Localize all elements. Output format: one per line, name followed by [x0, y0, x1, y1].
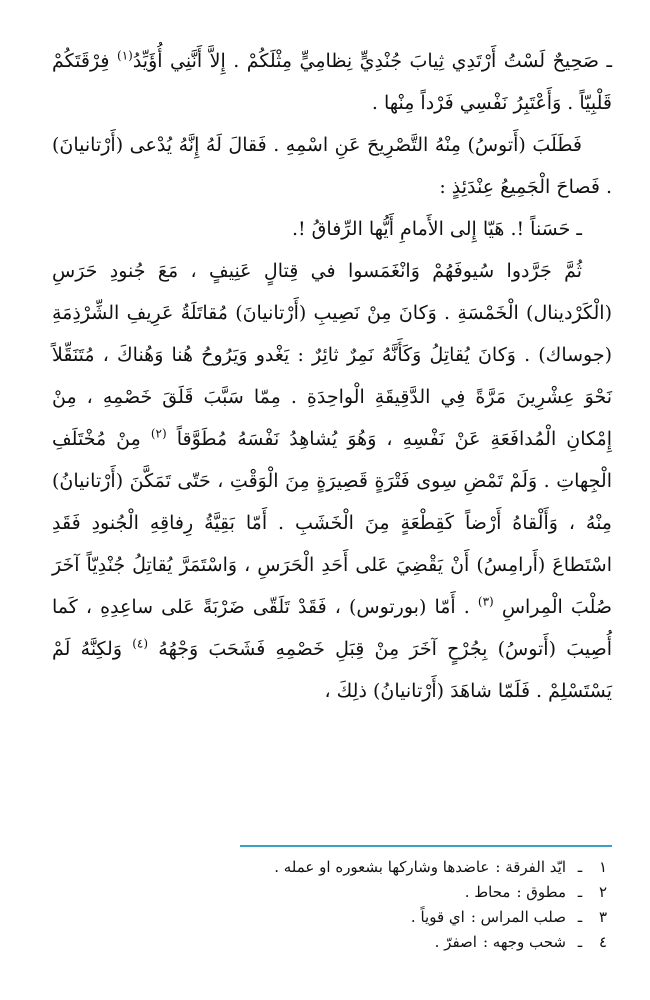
paragraph-p2: [52, 124, 612, 208]
footnote-term: صلب المراس :: [470, 908, 566, 926]
text-run: ـ صَحِيحٌ لَسْتُ أَرْتَدِي ثِيابَ جُنْدِيٍّ نِظامِيٍّ مِثْلَكُمْ . إِلاَّ أَنَّنِي أُؤَيِّدُ: [132, 50, 613, 72]
footnote-dash: ـ: [577, 933, 583, 951]
footnote-item: [52, 855, 612, 880]
text-run: فَطَلَبَ (أَتوسُ) مِنْهُ التَّصْرِيحَ عَنِ اسْمِهِ . فَقالَ لَهُ إِنَّهُ يُدْعى (أَرْتانيانَ) . فَصاحَ الْجَمِيعُ عِنْدَئِذٍ :: [52, 134, 612, 198]
footnote-dash: ـ: [577, 858, 583, 876]
text-run: . أَمّا (بورتوس) ، فَقَدْ تَلَقّى ضَرْبَةً عَلى ساعِدِهِ ، كَما أُصِيبَ (أَتوسُ) بِجُرْحٍ آخَرَ مِنْ قِبَلِ خَصْمِهِ فَشَحَبَ وَجْهُهُ: [52, 596, 612, 660]
footnote-item: [52, 905, 612, 930]
footnote-reference: (٢): [150, 426, 167, 441]
footnote-number: ٤: [598, 933, 608, 951]
footnote-term: شحب وجهه :: [482, 933, 566, 951]
text-run: وَلكِنَّهُ لَمْ يَسْتَسْلِمْ . فَلَمّا شاهَدَ (أَرْتانيانُ) ذلِكَ ،: [52, 638, 612, 702]
book-page: [52, 40, 612, 980]
footnote-number: ٣: [598, 908, 608, 926]
footnote-reference: (١): [117, 48, 133, 63]
footnote-reference: (٤): [132, 636, 149, 651]
footnote-term: ايّد الفرقة :: [495, 858, 566, 876]
footnote-number: ١: [598, 858, 608, 876]
footnotes: [52, 855, 612, 955]
footnote-meaning: اي قوياً .: [410, 908, 465, 926]
footnote-divider: [240, 845, 612, 847]
footnote-reference: (٣): [477, 594, 494, 609]
footnote-dash: ـ: [577, 883, 583, 901]
footnote-meaning: محاط .: [464, 883, 511, 901]
footnote-item: [52, 880, 612, 905]
footnote-term: مطوق :: [516, 883, 566, 901]
text-run: ـ حَسَناً !. هَيّا إِلى الأَمامِ أَيُّها الرِّفاقُ !.: [291, 218, 582, 240]
paragraph-p3: [52, 208, 612, 250]
text-run: ثُمَّ جَرَّدوا سُيوفَهُمْ وَانْغَمَسوا في قِتالٍ عَنِيفٍ ، مَعَ جُنودِ حَرَسِ (الْكَرْدينال) الْخَمْسَةِ . وَكانَ مِنْ نَصِيبِ (أَرْتانيانَ) مُقاتَلَةُ عَرِيفِ الشِّرْذِمَةِ (جوساك) . وَكانَ يُقاتِلُ وَكَأَنَّهُ نَمِرٌ ثائِرٌ : يَغْدو وَيَرُوحُ هُنا وَهُناكَ ، مُتَنَقِّلاً نَحْوَ عِشْرِينَ مَرَّةً فِي الدَّقِيقَةِ الْواحِدَةِ . مِمّا سَبَّبَ قَلَقَ خَصْمِهِ ، مِنْ إِمْكانِ الْمُدافَعَةِ عَنْ نَفْسِهِ ، وَهُوَ يُشاهِدُ نَفْسَهُ مُطَوَّقاً: [52, 260, 612, 450]
footnote-item: [52, 930, 612, 955]
paragraph-p1: [52, 40, 612, 124]
text-run: مِنْ مُخْتَلَفِ الْجِهاتِ . وَلَمْ تَمْضِ سِوى فَتْرَةٍ قَصِيرَةٍ مِنَ الْوَقْتِ ، حَتّى تَمَكَّنَ (أَرْتانيانُ) مِنْهُ ، وَأَلْقاهُ أَرْضاً كَقِطْعَةٍ مِنَ الْخَشَبِ . أَمّا بَقِيَّةُ رِفاقِهِ الْجُنودِ فَقَدِ اسْتَطاعَ (أَرامِسُ) أَنْ يَقْضِيَ عَلى أَحَدِ الْحَرَسِ ، وَاسْتَمَرَّ يُقاتِلُ جُنْدِيّاً آخَرَ صُلْبَ الْمِراسِ: [52, 428, 612, 618]
footnote-number: ٢: [598, 883, 608, 901]
main-text: [52, 40, 612, 712]
text-run: فِرْقَتَكُمْ قَلْبِيّاً . وَأَعْتَبِرُ نَفْسِي فَرْداً مِنْها .: [52, 50, 612, 114]
footnote-meaning: عاضدها وشاركها بشعوره او عمله .: [274, 858, 490, 876]
paragraph-p4: [52, 250, 612, 712]
footnote-dash: ـ: [577, 908, 583, 926]
footnote-meaning: اصفرّ .: [434, 933, 477, 951]
